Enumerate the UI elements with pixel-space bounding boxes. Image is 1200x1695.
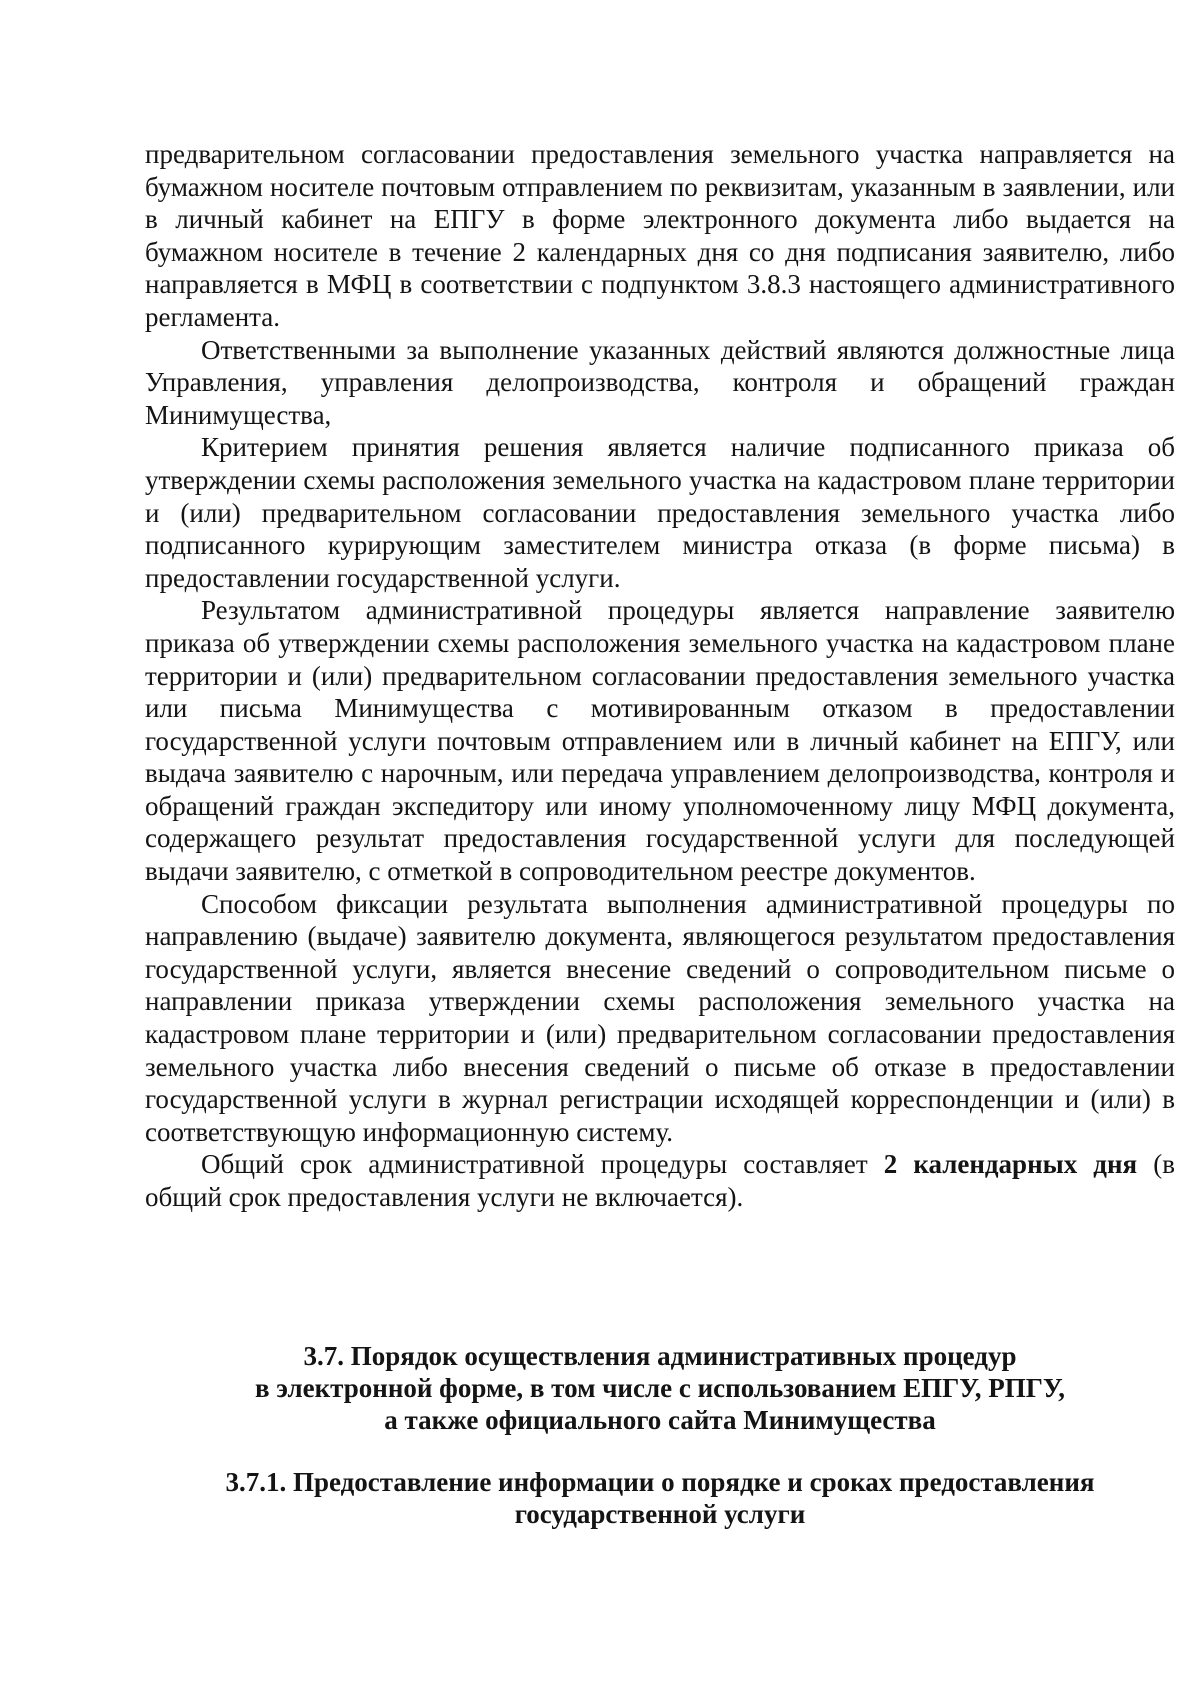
total-term-bold: 2 календарных дня bbox=[883, 1149, 1138, 1180]
heading-3-7-1-line-1: 3.7.1. Предоставление информации о порядке и сроках предоставления bbox=[225, 1467, 1095, 1497]
total-term-text-before: Общий срок административной процедуры составляет bbox=[201, 1149, 884, 1180]
paragraph-fixation: Способом фиксации результата выполнения административной процедуры по направлению (выдаче) заявителю документа, являющегося результатом предоставления государственной услуги, является внесение сведений о сопроводительном письме о направлении приказа утверждении схемы расположения земельного участка на кадастровом плане территории и (или) предварительном согласовании предоставления земельного участка либо внесения сведений о письме об отказе в предоставлении государственной услуги в журнал регистрации исходящей корреспонденции и (или) в соответствующую информационную систему. bbox=[145, 888, 1175, 1147]
paragraph-responsible: Ответственными за выполнение указанных действий являются должностные лица Управления, управления делопроизводства, контроля и обращений граждан Минимущества, bbox=[145, 334, 1175, 430]
heading-3-7-line-2: в электронной форме, в том числе с использованием ЕПГУ, РПГУ, bbox=[254, 1373, 1066, 1403]
heading-3-7-line-1: 3.7. Порядок осуществления административных процедур bbox=[303, 1341, 1017, 1371]
heading-3-7-line-3: а также официального сайта Минимущества bbox=[384, 1405, 936, 1435]
heading-3-7-1-line-2: государственной услуги bbox=[514, 1499, 806, 1529]
section-heading-3-7-1 bbox=[145, 1466, 1175, 1530]
paragraph-criterion: Критерием принятия решения является наличие подписанного приказа об утверждении схемы расположения земельного участка на кадастровом плане территории и (или) предварительном согласовании предоставления земельного участка либо подписанного курирующим заместителем министра отказа (в форме письма) в предоставлении государственной услуги. bbox=[145, 432, 1175, 593]
section-heading-3-7 bbox=[145, 1340, 1175, 1436]
paragraph-result: Результатом административной процедуры является направление заявителю приказа об утверждении схемы расположения земельного участка на кадастровом плане территории и (или) предварительном согласовании предоставления земельного участка или письма Минимущества с мотивированным отказом в предоставлении государственной услуги почтовым отправлением или в личный кабинет на ЕПГУ, или выдача заявителю с нарочным, или передача управлением делопроизводства, контроля и обращений граждан экспедитору или иному уполномоченному лицу МФЦ документа, содержащего результат предоставления государственной услуги для последующей выдачи заявителю, с отметкой в сопроводительном реестре документов. bbox=[145, 595, 1175, 887]
body-text bbox=[145, 138, 1175, 1214]
total-term-text-after: (в общий срок предоставления услуги не включается). bbox=[145, 1149, 1175, 1212]
paragraph-continuation: предварительном согласовании предоставления земельного участка направляется на бумажном носителе почтовым отправлением по реквизитам, указанным в заявлении, или в личный кабинет на ЕПГУ в форме электронного документа либо выдается на бумажном носителе в течение 2 календарных дня со дня подписания заявителю, либо направляется в МФЦ в соответствии с подпунктом 3.8.3 настоящего административного регламента. bbox=[145, 139, 1175, 332]
paragraph-total-term bbox=[145, 1148, 1175, 1213]
